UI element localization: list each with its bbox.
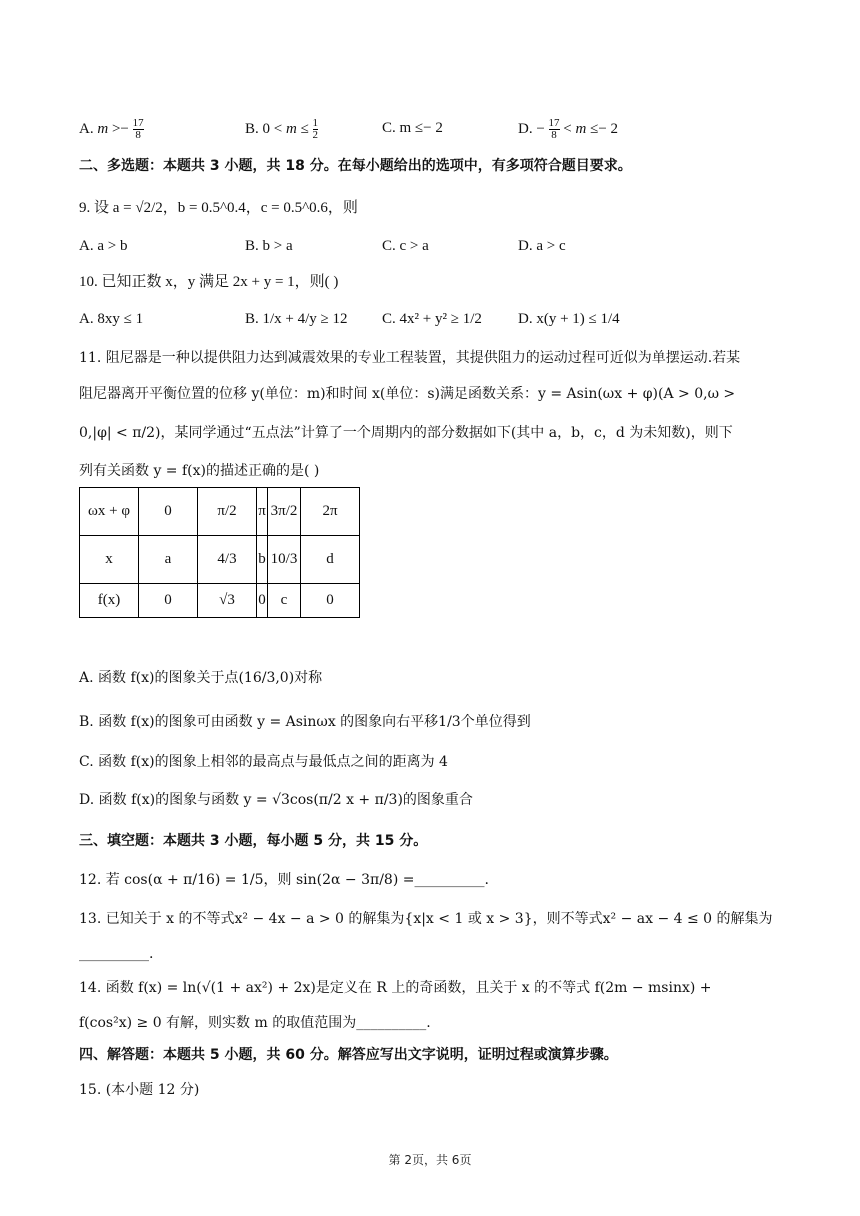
table-cell: 2π bbox=[301, 488, 360, 536]
q10-option-a: A. 8xy ≤ 1 bbox=[79, 311, 144, 327]
table-cell: 3π/2 bbox=[268, 488, 301, 536]
table-cell: π bbox=[257, 488, 268, 536]
table-cell: √3 bbox=[198, 584, 257, 618]
q8-option-c: C. m ≤− 2 bbox=[382, 120, 443, 136]
q9-option-c: C. c > a bbox=[382, 238, 429, 254]
q9-option-d: D. a > c bbox=[518, 238, 566, 254]
q9-option-a: A. a > b bbox=[79, 238, 128, 254]
table-cell: 0 bbox=[139, 584, 198, 618]
q11-option-b: B. 函数 f(x)的图象可由函数 y = Asinωx 的图象向右平移1/3个单位得到 bbox=[79, 714, 531, 730]
table-cell: π/2 bbox=[198, 488, 257, 536]
q12-stem: 12. 若 cos(α + π/16) = 1/5，则 sin(2α − 3π/8) =__________. bbox=[79, 872, 489, 888]
q9-stem: 9. 设 a = √2/2，b = 0.5^0.4，c = 0.5^0.6，则 bbox=[79, 200, 358, 216]
five-point-table bbox=[79, 487, 360, 618]
q14-stem-line1: 14. 函数 f(x) = ln(√(1 + ax²) + 2x)是定义在 R 上的奇函数，且关于 x 的不等式 f(2m − msinx) + bbox=[79, 980, 712, 996]
section-heading-multiple-choice: 二、多选题：本题共 3 小题，共 18 分。在每小题给出的选项中，有多项符合题目要求。 bbox=[79, 158, 632, 174]
table-cell: ωx + φ bbox=[80, 488, 139, 536]
q10-option-c: C. 4x² + y² ≥ 1/2 bbox=[382, 311, 482, 327]
q11-option-a: A. 函数 f(x)的图象关于点(16/3,0)对称 bbox=[79, 670, 323, 686]
table-cell: 10/3 bbox=[268, 536, 301, 584]
q11-option-c: C. 函数 f(x)的图象上相邻的最高点与最低点之间的距离为 4 bbox=[79, 754, 448, 770]
q8-option-d: D. − $\frac{17}{8}$ < m ≤− 2 bbox=[518, 117, 619, 141]
q11-stem-line2: 阻尼器离开平衡位置的位移 y(单位：m)和时间 x(单位：s)满足函数关系：y = Asin(ωx + φ)(A > 0,ω > bbox=[79, 386, 736, 402]
q10-stem: 10. 已知正数 x，y 满足 2x + y = 1，则( ) bbox=[79, 274, 339, 290]
table-cell: c bbox=[268, 584, 301, 618]
q15-stem: 15. (本小题 12 分) bbox=[79, 1082, 200, 1098]
table-cell: 0 bbox=[301, 584, 360, 618]
table-cell: d bbox=[301, 536, 360, 584]
q14-stem-line2: f(cos²x) ≥ 0 有解，则实数 m 的取值范围为__________. bbox=[79, 1015, 431, 1031]
section-heading-fill-in: 三、填空题：本题共 3 小题，每小题 5 分，共 15 分。 bbox=[79, 833, 428, 849]
q11-stem-line1: 11. 阻尼器是一种以提供阻力达到减震效果的专业工程装置，其提供阻力的运动过程可近似为单摆运动.若某 bbox=[79, 350, 741, 366]
q13-stem-line2: __________. bbox=[79, 946, 154, 962]
q8-option-a: A. m >− $\frac{17}{8}$ bbox=[79, 117, 144, 141]
q9-option-b: B. b > a bbox=[245, 238, 293, 254]
q10-option-d: D. x(y + 1) ≤ 1/4 bbox=[518, 311, 620, 327]
table-cell: b bbox=[257, 536, 268, 584]
q11-option-d: D. 函数 f(x)的图象与函数 y = √3cos(π/2 x + π/3)的图象重合 bbox=[79, 792, 473, 808]
q10-option-b: B. 1/x + 4/y ≥ 12 bbox=[245, 311, 348, 327]
q8-option-b: B. 0 < m ≤ $\frac{1}{2}$ bbox=[245, 117, 319, 141]
q11-stem-line4: 列有关函数 y = f(x)的描述正确的是( ) bbox=[79, 463, 320, 479]
q11-stem-line3: 0,|φ| < π/2)，某同学通过“五点法”计算了一个周期内的部分数据如下(其中 a，b，c，d 为未知数)，则下 bbox=[79, 425, 733, 441]
table-cell: x bbox=[80, 536, 139, 584]
table-cell: f(x) bbox=[80, 584, 139, 618]
table-cell: 0 bbox=[139, 488, 198, 536]
table-cell: 0 bbox=[257, 584, 268, 618]
page-footer: 第 2页，共 6页 bbox=[388, 1153, 472, 1167]
table-cell: a bbox=[139, 536, 198, 584]
section-heading-solutions: 四、解答题：本题共 5 小题，共 60 分。解答应写出文字说明，证明过程或演算步骤。 bbox=[79, 1047, 618, 1063]
table-cell: 4/3 bbox=[198, 536, 257, 584]
q13-stem-line1: 13. 已知关于 x 的不等式x² − 4x − a > 0 的解集为{x|x < 1 或 x > 3}，则不等式x² − ax − 4 ≤ 0 的解集为 bbox=[79, 911, 773, 927]
